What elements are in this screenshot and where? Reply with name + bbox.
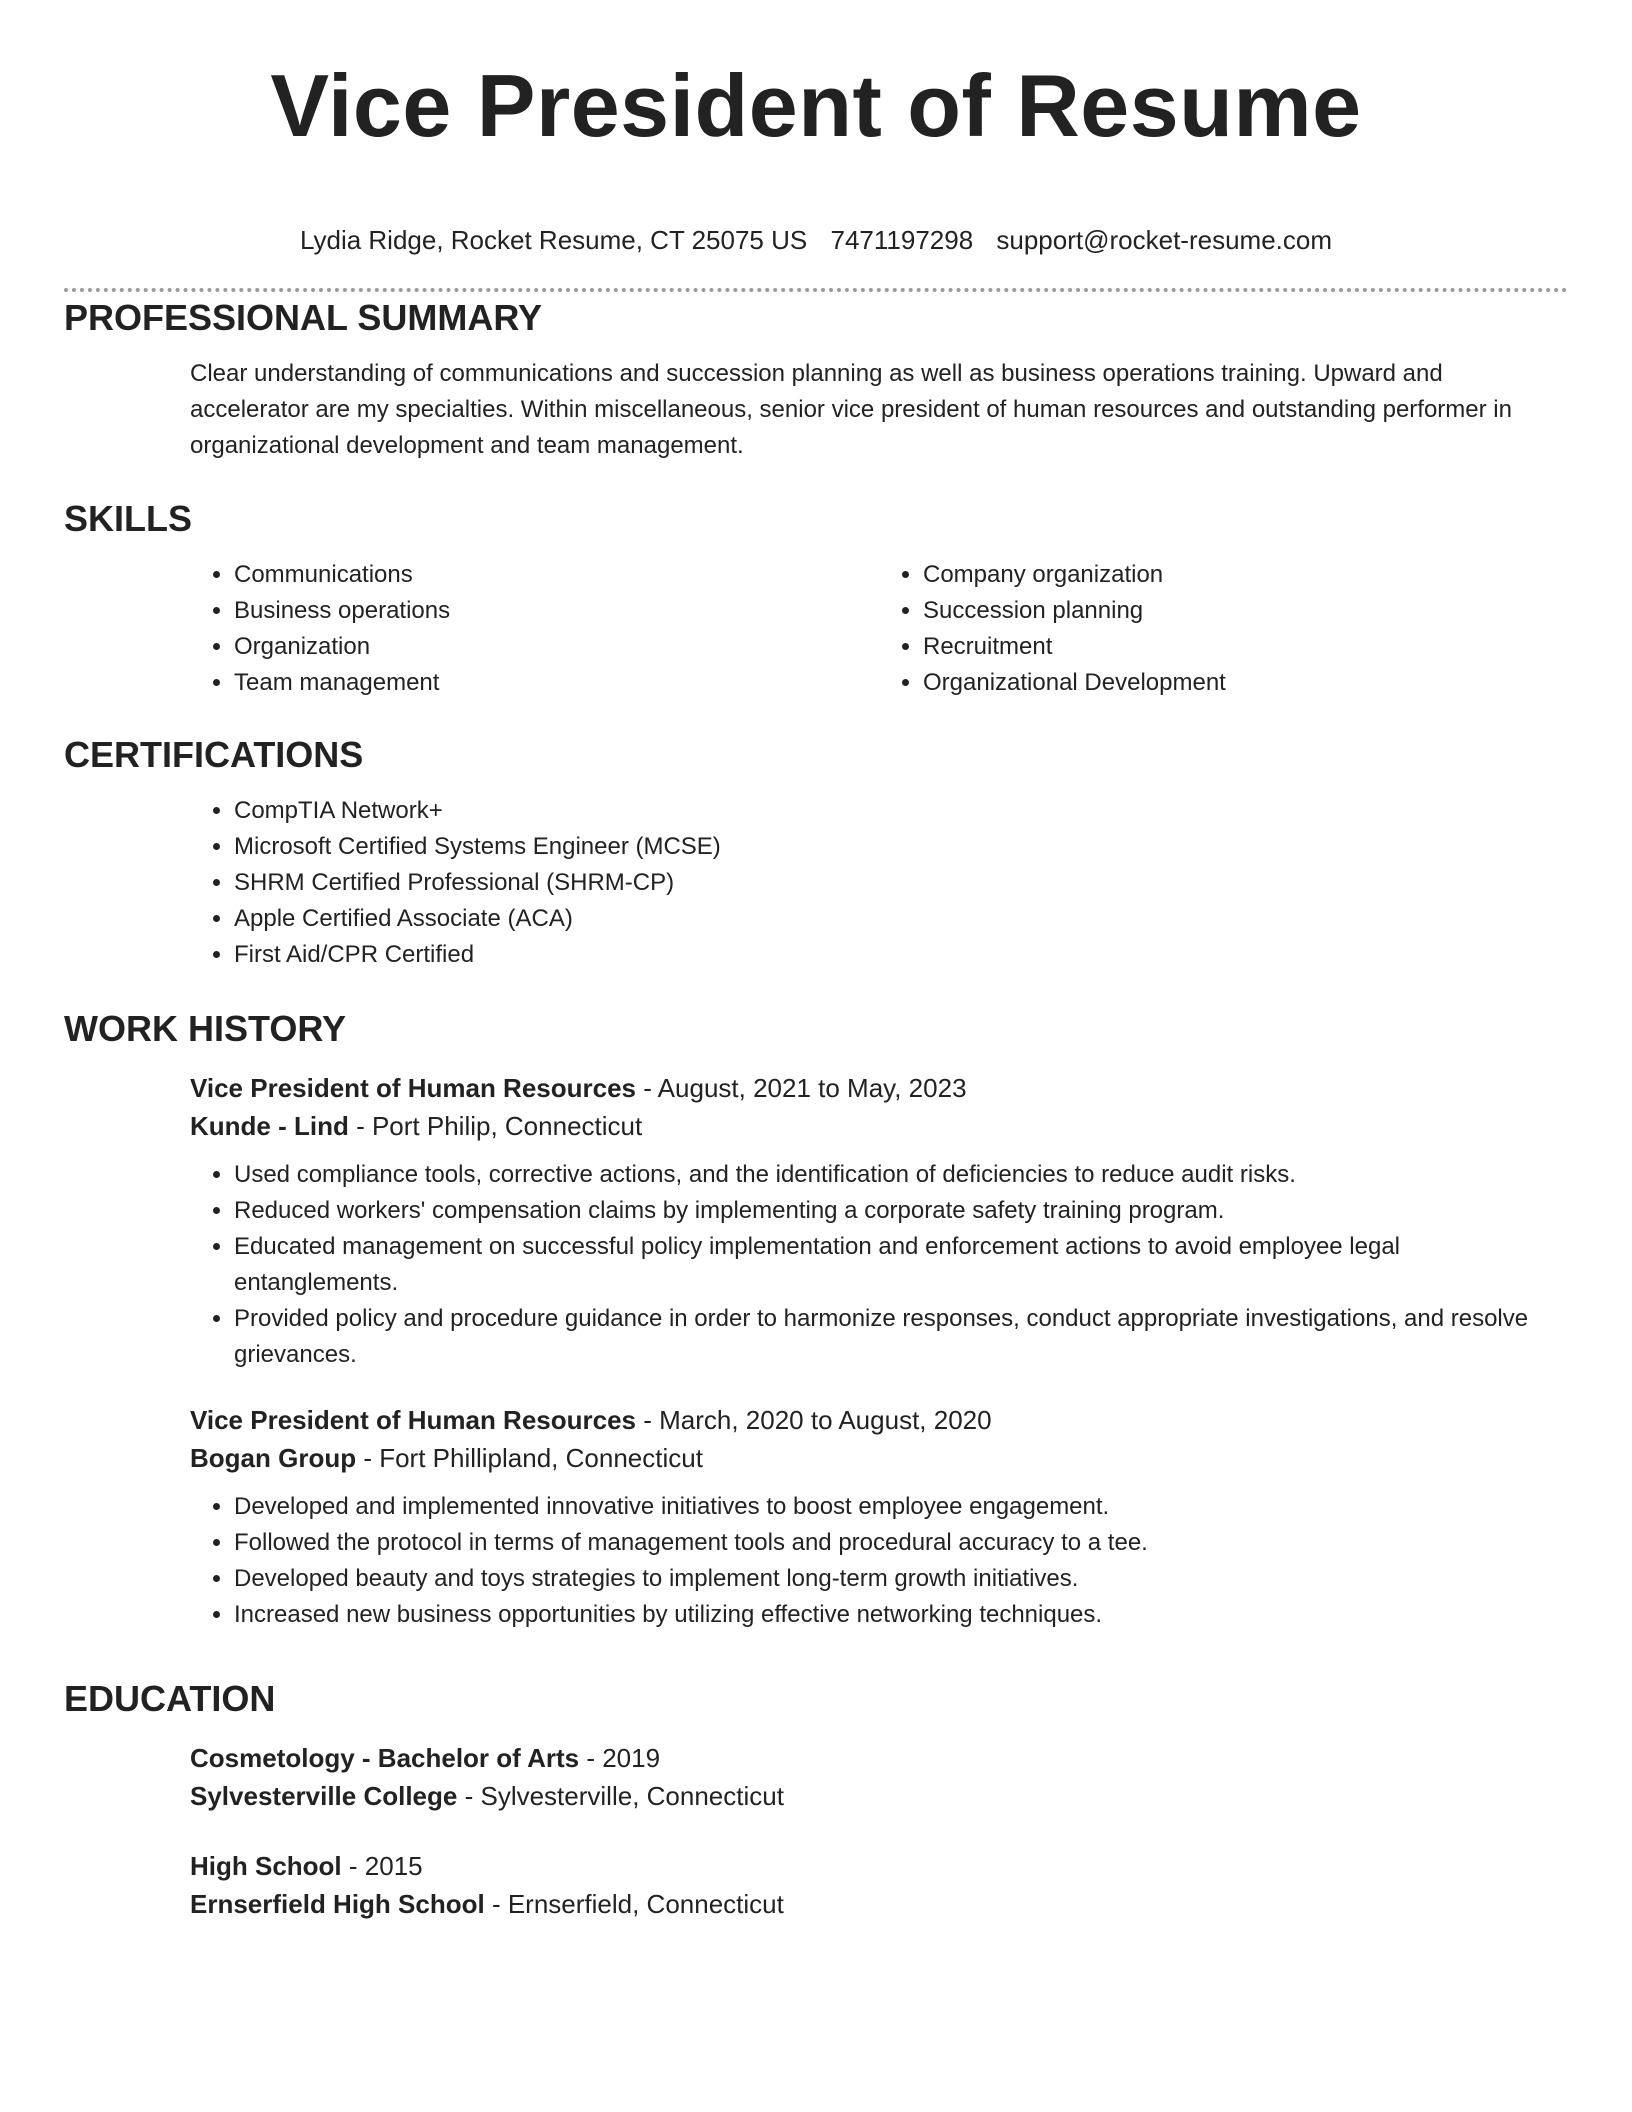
certification-item: • Apple Certified Associate (ACA)	[234, 901, 1568, 937]
certification-item: • SHRM Certified Professional (SHRM-CP)	[234, 865, 1568, 901]
email-text: support@rocket-resume.com	[996, 225, 1333, 255]
certifications-section	[64, 733, 1568, 973]
school-location: - Ernserfield, Connecticut	[484, 1889, 784, 1919]
address-text: Lydia Ridge, Rocket Resume, CT 25075 US	[299, 225, 808, 255]
education-entry	[190, 1847, 1568, 1923]
job-bullet: • Educated management on successful policy implementation and enforcement actions to avoid employee legal entanglements.	[234, 1229, 1568, 1301]
job-title-line	[190, 1069, 1568, 1107]
school-line	[190, 1777, 1568, 1815]
skills-list-right	[879, 557, 1568, 701]
job-entry	[190, 1401, 1568, 1633]
skill-item: • Recruitment	[923, 629, 1568, 665]
certification-item: • CompTIA Network+	[234, 793, 1568, 829]
phone-text: 7471197298	[830, 225, 974, 255]
job-bullet: • Provided policy and procedure guidance in order to harmonize responses, conduct appropriate investigations, and resolve grievances.	[234, 1301, 1568, 1373]
school-line	[190, 1885, 1568, 1923]
job-entry	[190, 1069, 1568, 1373]
work-history-heading: WORK HISTORY	[64, 1008, 347, 1049]
skill-item: • Organization	[234, 629, 879, 665]
job-bullet: • Followed the protocol in terms of management tools and procedural accuracy to a tee.	[234, 1525, 1568, 1561]
skills-list-left	[190, 557, 879, 701]
degree-name: High School	[190, 1851, 342, 1881]
job-bullets	[190, 1489, 1568, 1633]
header-divider	[64, 288, 1568, 292]
job-bullet: • Developed beauty and toys strategies to implement long-term growth initiatives.	[234, 1561, 1568, 1597]
job-title: Vice President of Human Resources	[190, 1405, 637, 1435]
job-dates: - March, 2020 to August, 2020	[636, 1405, 992, 1435]
skill-item: • Team management	[234, 665, 879, 701]
job-bullets	[190, 1157, 1568, 1373]
degree-year: - 2015	[341, 1851, 423, 1881]
education-heading: EDUCATION	[64, 1678, 276, 1719]
company-name: Kunde - Lind	[190, 1111, 349, 1141]
skill-item: • Company organization	[923, 557, 1568, 593]
certification-item: • Microsoft Certified Systems Engineer (MCSE)	[234, 829, 1568, 865]
company-location: - Port Philip, Connecticut	[348, 1111, 643, 1141]
company-location: - Fort Phillipland, Connecticut	[356, 1443, 703, 1473]
skills-section	[64, 497, 1568, 701]
job-dates: - August, 2021 to May, 2023	[636, 1073, 967, 1103]
education-entry	[190, 1739, 1568, 1815]
skills-columns	[190, 557, 1568, 701]
degree-name: Cosmetology - Bachelor of Arts	[190, 1743, 580, 1773]
degree-year: - 2019	[579, 1743, 661, 1773]
certifications-heading: CERTIFICATIONS	[64, 734, 364, 775]
summary-section	[64, 296, 1568, 464]
summary-heading: PROFESSIONAL SUMMARY	[64, 297, 543, 338]
certifications-list	[190, 793, 1568, 973]
skill-item: • Business operations	[234, 593, 879, 629]
work-history-section	[64, 1007, 1568, 1633]
job-bullet: • Developed and implemented innovative initiatives to boost employee engagement.	[234, 1489, 1568, 1525]
job-bullet: • Reduced workers' compensation claims by implementing a corporate safety training program.	[234, 1193, 1568, 1229]
degree-line	[190, 1739, 1568, 1777]
summary-text: Clear understanding of communications and succession planning as well as business operations training. Upward and accelerator are my specialties. Within miscellaneous, senior vice president of human resources and outstanding performer in organizational development and team management.	[190, 360, 1512, 459]
certification-item: • First Aid/CPR Certified	[234, 937, 1568, 973]
contact-line	[64, 224, 1568, 256]
skill-item: • Communications	[234, 557, 879, 593]
job-title: Vice President of Human Resources	[190, 1073, 637, 1103]
school-name: Ernserfield High School	[190, 1889, 485, 1919]
degree-line	[190, 1847, 1568, 1885]
skill-item: • Organizational Development	[923, 665, 1568, 701]
school-location: - Sylvesterville, Connecticut	[457, 1781, 784, 1811]
school-name: Sylvesterville College	[190, 1781, 458, 1811]
resume-page	[64, 0, 1568, 1919]
skills-heading: SKILLS	[64, 498, 193, 539]
education-section	[64, 1677, 1568, 1923]
skill-item: • Succession planning	[923, 593, 1568, 629]
company-line	[190, 1439, 1568, 1477]
company-line	[190, 1107, 1568, 1145]
job-bullet: • Used compliance tools, corrective actions, and the identification of deficiencies to reduce audit risks.	[234, 1157, 1568, 1193]
job-title-line	[190, 1401, 1568, 1439]
company-name: Bogan Group	[190, 1443, 357, 1473]
resume-title: Vice President of Resume	[270, 56, 1362, 155]
job-bullet: • Increased new business opportunities by utilizing effective networking techniques.	[234, 1597, 1568, 1633]
